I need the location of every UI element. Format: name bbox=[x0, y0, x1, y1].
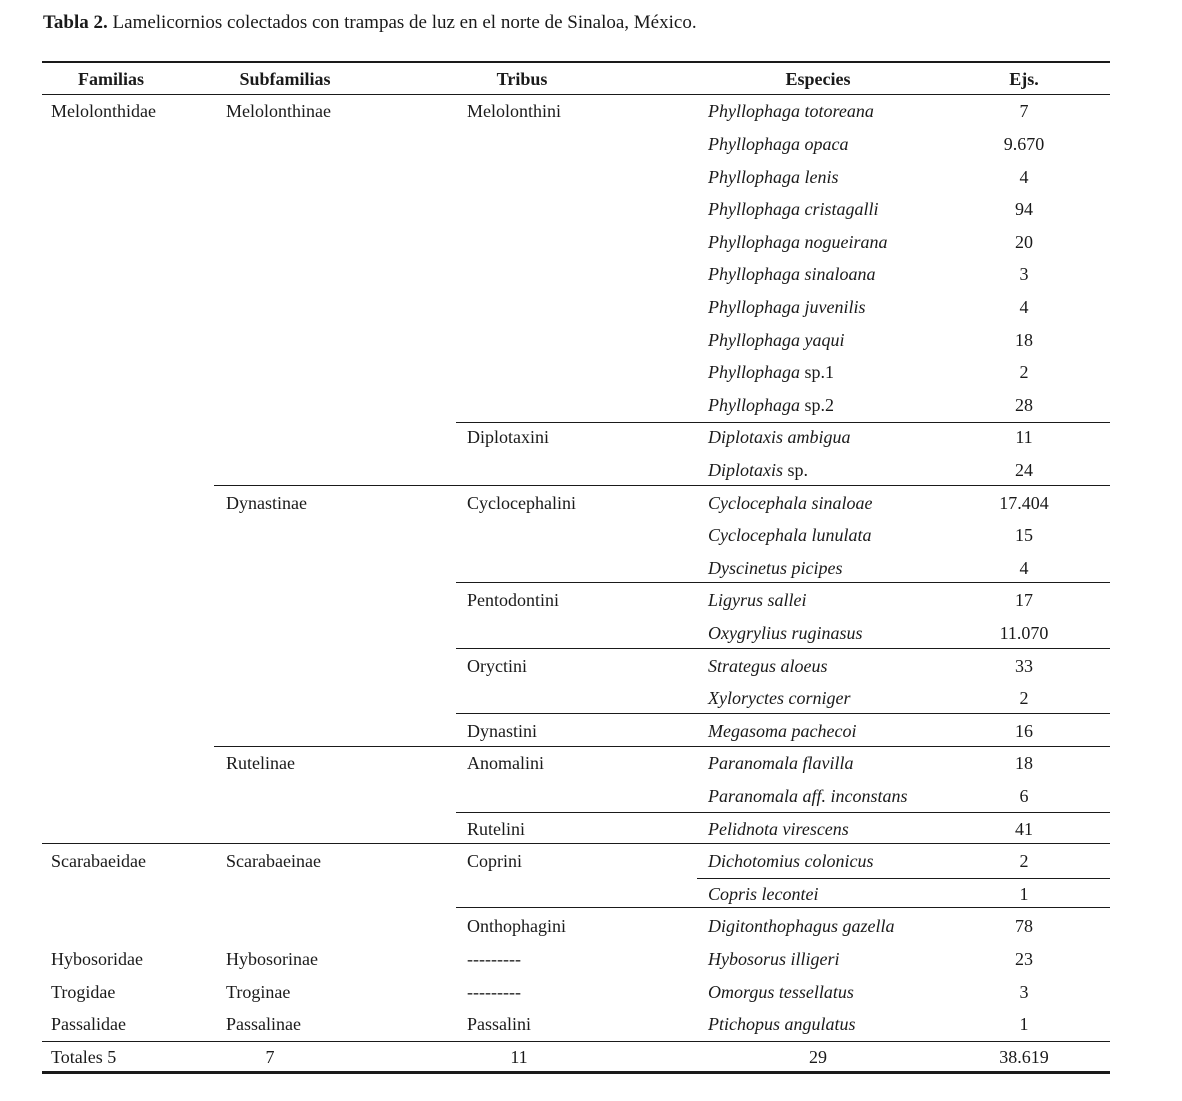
header-especies: Especies bbox=[785, 69, 851, 89]
totales-label: Totales 5 bbox=[51, 1047, 117, 1067]
ejs-cell: 7 bbox=[1019, 101, 1029, 121]
especie-genus: Phyllophaga bbox=[708, 134, 800, 154]
especie-cell bbox=[708, 524, 871, 546]
ejs-cell: 2 bbox=[1019, 362, 1029, 382]
header-tribus: Tribus bbox=[496, 69, 548, 89]
header-familias: Familias bbox=[78, 69, 144, 89]
especie-epithet: juvenilis bbox=[804, 297, 866, 317]
group-rule bbox=[697, 878, 1110, 879]
ejs-cell: 4 bbox=[1019, 558, 1029, 578]
tribu-cell: Melolonthini bbox=[467, 101, 561, 121]
especie-cell bbox=[708, 622, 863, 644]
subfamilia-cell: Scarabaeinae bbox=[226, 851, 321, 871]
especie-cell bbox=[708, 426, 851, 448]
subfamilia-cell: Melolonthinae bbox=[226, 101, 331, 121]
especie-genus: Paranomala bbox=[708, 786, 798, 806]
especie-genus: Hybosorus bbox=[708, 949, 787, 969]
especie-cell bbox=[708, 198, 879, 220]
totales-tribus: 11 bbox=[510, 1047, 528, 1067]
especie-genus: Dyscinetus bbox=[708, 558, 787, 578]
familia-cell: Trogidae bbox=[51, 982, 116, 1002]
group-rule bbox=[456, 422, 1110, 423]
familia-cell: Passalidae bbox=[51, 1014, 126, 1034]
familia-cell: Hybosoridae bbox=[51, 949, 143, 969]
especie-epithet: lecontei bbox=[761, 884, 819, 904]
ejs-cell: 78 bbox=[1015, 916, 1033, 936]
especie-epithet: pachecoi bbox=[791, 721, 857, 741]
especie-cell bbox=[708, 720, 856, 742]
ejs-cell: 41 bbox=[1015, 819, 1033, 839]
especie-genus: Megasoma bbox=[708, 721, 787, 741]
especie-genus: Strategus bbox=[708, 656, 777, 676]
especie-cell bbox=[708, 100, 874, 122]
group-rule bbox=[456, 582, 1110, 583]
tribu-cell: Pentodontini bbox=[467, 590, 560, 610]
header-rule bbox=[42, 94, 1110, 95]
especie-cell bbox=[708, 948, 840, 970]
ejs-cell: 18 bbox=[1015, 753, 1033, 773]
especie-genus: Phyllophaga bbox=[708, 330, 800, 350]
especie-cell bbox=[708, 329, 845, 351]
especie-genus: Paranomala bbox=[708, 753, 798, 773]
table-top-rule bbox=[42, 61, 1110, 63]
table-caption bbox=[43, 12, 697, 34]
ejs-cell: 2 bbox=[1019, 688, 1029, 708]
subfamilia-cell: Passalinae bbox=[226, 1014, 301, 1034]
caption-label: Tabla 2. bbox=[43, 12, 108, 33]
subfamilia-cell: Hybosorinae bbox=[226, 949, 318, 969]
especie-genus: Cyclocephala bbox=[708, 493, 807, 513]
especie-cell bbox=[708, 1013, 856, 1035]
especie-epithet: sp.1 bbox=[804, 362, 835, 382]
tribu-cell: Onthophagini bbox=[467, 916, 566, 936]
ejs-cell: 28 bbox=[1015, 395, 1033, 415]
especie-cell bbox=[708, 459, 808, 481]
especie-cell bbox=[708, 557, 842, 579]
ejs-cell: 3 bbox=[1019, 264, 1029, 284]
totales-ejs: 38.619 bbox=[999, 1047, 1049, 1067]
ejs-cell: 23 bbox=[1015, 949, 1033, 969]
familia-cell: Scarabaeidae bbox=[51, 851, 146, 871]
especie-cell bbox=[708, 296, 866, 318]
especie-cell bbox=[708, 492, 872, 514]
especie-genus: Digitonthophagus bbox=[708, 916, 839, 936]
especie-genus: Diplotaxis bbox=[708, 460, 783, 480]
tribu-cell: Anomalini bbox=[467, 753, 544, 773]
tribu-cell: Passalini bbox=[467, 1014, 532, 1034]
especie-cell bbox=[708, 589, 807, 611]
especie-genus: Phyllophaga bbox=[708, 264, 800, 284]
tribu-cell: Rutelini bbox=[467, 819, 525, 839]
tribu-cell: --------- bbox=[467, 949, 521, 969]
tribu-cell: Dynastini bbox=[467, 721, 537, 741]
especie-genus: Phyllophaga bbox=[708, 395, 800, 415]
especie-cell bbox=[708, 850, 874, 872]
especie-epithet: virescens bbox=[782, 819, 849, 839]
totales-especies: 29 bbox=[809, 1047, 827, 1067]
ejs-cell: 20 bbox=[1015, 232, 1033, 252]
especie-cell bbox=[708, 166, 839, 188]
especie-epithet: opaca bbox=[804, 134, 849, 154]
especie-genus: Diplotaxis bbox=[708, 427, 783, 447]
especie-epithet: illigeri bbox=[790, 949, 840, 969]
ejs-cell: 1 bbox=[1019, 1014, 1029, 1034]
group-rule bbox=[42, 843, 1110, 844]
especie-cell bbox=[708, 655, 828, 677]
especie-epithet: lunulata bbox=[811, 525, 872, 545]
especie-cell bbox=[708, 361, 834, 383]
ejs-cell: 24 bbox=[1015, 460, 1033, 480]
familia-cell: Melolonthidae bbox=[51, 101, 156, 121]
especie-genus: Copris bbox=[708, 884, 758, 904]
ejs-cell: 4 bbox=[1019, 297, 1029, 317]
group-rule bbox=[214, 746, 1110, 747]
especie-cell bbox=[708, 133, 849, 155]
especie-epithet: picipes bbox=[791, 558, 843, 578]
group-rule bbox=[456, 713, 1110, 714]
totales-subfamilias: 7 bbox=[265, 1047, 275, 1067]
tribu-cell: Coprini bbox=[467, 851, 523, 871]
especie-genus: Ptichopus bbox=[708, 1014, 780, 1034]
tribu-cell: Cyclocephalini bbox=[467, 493, 576, 513]
especie-genus: Phyllophaga bbox=[708, 199, 800, 219]
ejs-cell: 3 bbox=[1019, 982, 1029, 1002]
ejs-cell: 4 bbox=[1019, 167, 1029, 187]
subfamilia-cell: Dynastinae bbox=[226, 493, 307, 513]
ejs-cell: 17.404 bbox=[999, 493, 1049, 513]
especie-epithet: nogueirana bbox=[804, 232, 888, 252]
ejs-cell: 16 bbox=[1015, 721, 1033, 741]
especie-genus: Ligyrus bbox=[708, 590, 764, 610]
tribu-cell: Diplotaxini bbox=[467, 427, 549, 447]
especie-epithet: sinaloana bbox=[804, 264, 876, 284]
especie-cell bbox=[708, 915, 895, 937]
group-rule bbox=[456, 648, 1110, 649]
especie-epithet: totoreana bbox=[804, 101, 874, 121]
especie-genus: Phyllophaga bbox=[708, 297, 800, 317]
tribu-cell: --------- bbox=[467, 982, 521, 1002]
especie-genus: Phyllophaga bbox=[708, 362, 800, 382]
especie-epithet: ruginasus bbox=[791, 623, 863, 643]
especie-epithet: lenis bbox=[804, 167, 839, 187]
especie-cell bbox=[708, 981, 854, 1003]
especie-cell bbox=[708, 263, 876, 285]
ejs-cell: 2 bbox=[1019, 851, 1029, 871]
especie-epithet: aloeus bbox=[780, 656, 828, 676]
especie-cell bbox=[708, 785, 908, 807]
especie-genus: Pelidnota bbox=[708, 819, 778, 839]
ejs-cell: 18 bbox=[1015, 330, 1033, 350]
especie-epithet: sallei bbox=[767, 590, 807, 610]
especie-genus: Oxygrylius bbox=[708, 623, 787, 643]
ejs-cell: 33 bbox=[1015, 656, 1033, 676]
group-rule bbox=[456, 907, 1110, 908]
table-bottom-rule bbox=[42, 1071, 1110, 1074]
caption-text: Lamelicornios colectados con trampas de luz en el norte de Sinaloa, México. bbox=[107, 12, 697, 33]
tribu-cell: Oryctini bbox=[467, 656, 527, 676]
especie-epithet: corniger bbox=[788, 688, 851, 708]
subfamilia-cell: Troginae bbox=[226, 982, 291, 1002]
ejs-cell: 9.670 bbox=[1003, 134, 1045, 154]
especie-epithet: colonicus bbox=[804, 851, 874, 871]
ejs-cell: 15 bbox=[1015, 525, 1033, 545]
especie-epithet: angulatus bbox=[784, 1014, 856, 1034]
especie-cell bbox=[708, 687, 850, 709]
especie-cell bbox=[708, 394, 834, 416]
especie-epithet: tessellatus bbox=[778, 982, 854, 1002]
ejs-cell: 17 bbox=[1015, 590, 1033, 610]
especie-cell bbox=[708, 818, 849, 840]
especie-genus: Dichotomius bbox=[708, 851, 800, 871]
especie-genus: Xyloryctes bbox=[708, 688, 784, 708]
especie-epithet: sinaloae bbox=[811, 493, 873, 513]
ejs-cell: 11.070 bbox=[999, 623, 1049, 643]
especie-epithet: sp.2 bbox=[804, 395, 835, 415]
totals-rule bbox=[42, 1041, 1110, 1042]
group-rule bbox=[456, 812, 1110, 813]
especie-epithet: gazella bbox=[842, 916, 895, 936]
especie-epithet: ambigua bbox=[787, 427, 851, 447]
especie-epithet: cristagalli bbox=[804, 199, 879, 219]
subfamilia-cell: Rutelinae bbox=[226, 753, 295, 773]
especie-epithet: aff. inconstans bbox=[802, 786, 908, 806]
ejs-cell: 11 bbox=[1015, 427, 1033, 447]
ejs-cell: 6 bbox=[1019, 786, 1029, 806]
especie-epithet: flavilla bbox=[802, 753, 854, 773]
especie-epithet: sp. bbox=[787, 460, 809, 480]
especie-cell bbox=[708, 883, 819, 905]
especie-genus: Cyclocephala bbox=[708, 525, 807, 545]
header-subfamilias: Subfamilias bbox=[239, 69, 331, 89]
header-ejs: Ejs. bbox=[1009, 69, 1039, 89]
especie-genus: Phyllophaga bbox=[708, 101, 800, 121]
ejs-cell: 1 bbox=[1019, 884, 1029, 904]
group-rule bbox=[214, 485, 1110, 486]
ejs-cell: 94 bbox=[1015, 199, 1033, 219]
especie-cell bbox=[708, 231, 888, 253]
especie-epithet: yaqui bbox=[804, 330, 845, 350]
especie-genus: Phyllophaga bbox=[708, 167, 800, 187]
especie-cell bbox=[708, 752, 854, 774]
especie-genus: Omorgus bbox=[708, 982, 775, 1002]
especie-genus: Phyllophaga bbox=[708, 232, 800, 252]
